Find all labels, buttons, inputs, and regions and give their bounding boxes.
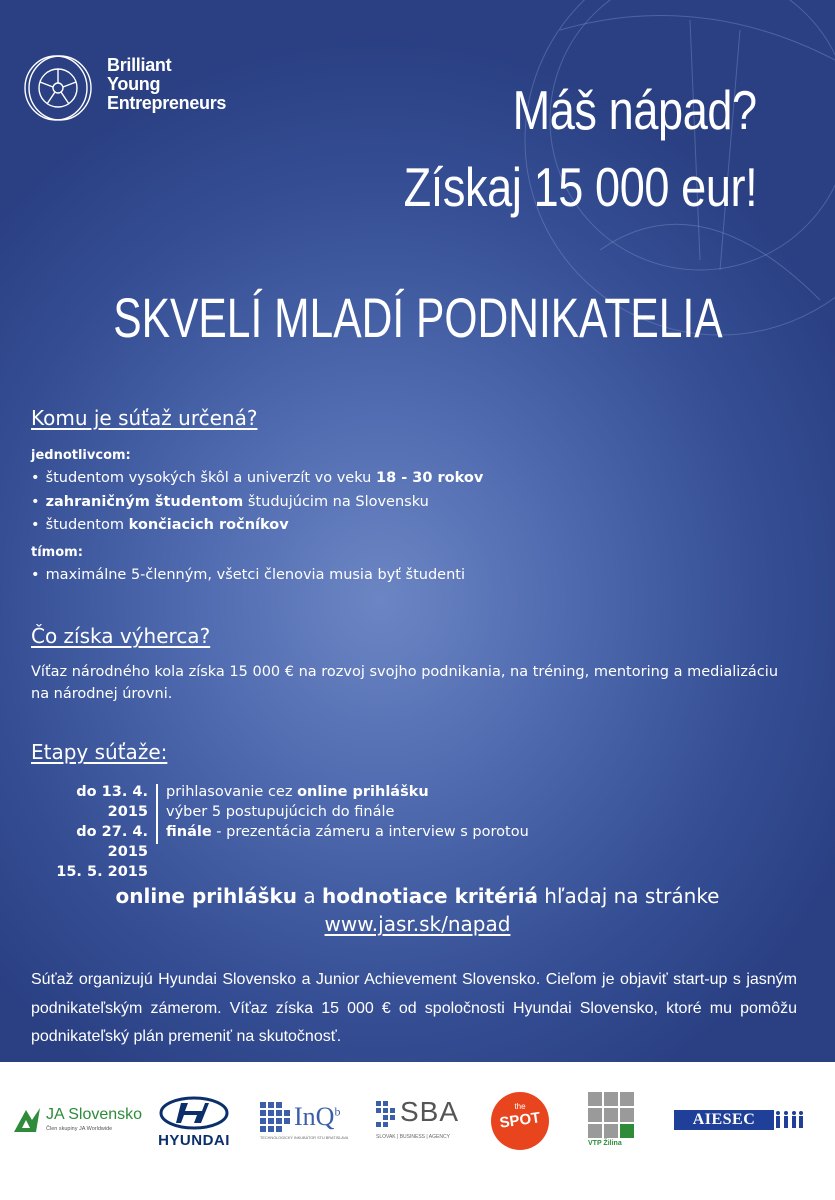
cta-bold-1: online prihlášku — [115, 884, 298, 908]
list-item-team: • maximálne 5-členným, všetci členovia musia byť študenti — [31, 567, 465, 583]
vtp-grid-icon — [588, 1092, 634, 1138]
sba-grid-icon — [376, 1101, 398, 1127]
main-title-text: SKVELÍ MLADÍ PODNIKATELIA — [112, 286, 723, 349]
sponsor-sba — [376, 1098, 466, 1144]
stage-descriptions — [166, 782, 529, 842]
stage-text-1-bold: online prihlášku — [297, 784, 429, 800]
brand-logo — [22, 52, 252, 124]
stage-text-1-pre: prihlasovanie cez — [166, 784, 298, 800]
cta-url-line — [0, 912, 835, 936]
sponsors-bar — [0, 1062, 835, 1200]
cta-mid: a — [297, 884, 323, 908]
brand-line-3: Entrepreneurs — [107, 93, 227, 113]
inqb-text: InQ — [294, 1102, 335, 1131]
cta-post: hľadaj na stránke — [537, 884, 720, 908]
headline-question: Máš nápad? — [512, 79, 757, 141]
sba-wordmark: SBA — [400, 1096, 460, 1127]
sponsor-the-spot — [491, 1092, 549, 1150]
stage-text-3-bold: finále — [166, 824, 212, 840]
list-item-final-year-bold: končiacich ročníkov — [128, 517, 289, 533]
brand-line-2: Young — [107, 74, 161, 94]
list-item-final-year-text: študentom — [45, 517, 129, 533]
sponsor-ja-slovensko — [12, 1102, 142, 1142]
inqb-wordmark — [294, 1102, 340, 1132]
tire-wheel-icon — [22, 52, 98, 124]
vtp-label: VTP Žilina — [588, 1140, 622, 1147]
sponsor-vtp-zilina — [588, 1092, 638, 1152]
stage-date-3: 15. 5. 2015 — [56, 864, 148, 880]
ja-subtitle: Člen skupiny JA Worldwide — [46, 1126, 113, 1132]
stage-text-2: výber 5 postupujúcich do finále — [166, 804, 395, 820]
list-item-foreign-text: študujúcim na Slovensku — [243, 494, 429, 510]
section-title-stages: Etapy súťaže: — [31, 740, 168, 764]
list-item-age-bold: 18 - 30 rokov — [375, 470, 484, 486]
stage-dates — [33, 782, 148, 882]
list-item-foreign — [31, 494, 429, 510]
headline-prize: Získaj 15 000 eur! — [403, 156, 757, 218]
sponsor-aiesec — [674, 1110, 804, 1134]
hyundai-wordmark: HYUNDAI — [158, 1132, 230, 1149]
ja-name: JA Slovensko — [46, 1106, 143, 1123]
team-label: tímom: — [31, 545, 83, 560]
organizers-text: Súťaž organizujú Hyundai Slovensko a Junior Achievement Slovensko. Cieľom je objaviť start-up s jasným podnikateľským zámerom. Víťaz získa 15 000 € od spoločnosti Hyundai Slovensko, ktoré mu pomôžu podnikateľský plán premeniť na skutočnosť. — [31, 971, 797, 1045]
section-title-prize: Čo získa výherca? — [31, 624, 211, 648]
main-title — [0, 285, 835, 350]
sba-subtitle: SLOVAK | BUSINESS | AGENCY — [376, 1134, 450, 1140]
aiesec-people-icon — [774, 1110, 804, 1130]
spot-top-text: the — [514, 1102, 526, 1111]
aiesec-wordmark: AIESEC — [692, 1111, 756, 1128]
section-title-who: Komu je súťaž určená? — [31, 406, 258, 430]
list-item-age — [31, 470, 483, 486]
sponsor-inqb — [260, 1100, 354, 1144]
brand-line-1: Brilliant — [107, 55, 172, 75]
list-item-final-year — [31, 517, 289, 533]
hyundai-logo-icon — [159, 1096, 229, 1130]
list-item-foreign-bold: zahraničným študentom — [45, 494, 244, 510]
stage-date-2: do 27. 4. 2015 — [76, 824, 148, 860]
spot-main-text: SPOT — [498, 1109, 542, 1132]
stage-text-1 — [166, 782, 529, 802]
stage-text-3 — [166, 822, 529, 842]
cta-line — [0, 884, 835, 908]
cta-url-link[interactable]: www.jasr.sk/napad — [324, 912, 511, 936]
inqb-subtitle: TECHNOLOGICKÝ INKUBÁTOR STU BRATISLAVA — [260, 1136, 349, 1140]
stage-text-3-post: - prezentácia zámeru a interview s porotou — [211, 824, 529, 840]
ja-logo-icon — [12, 1106, 42, 1134]
list-item-age-text: študentom vysokých škôl a univerzít vo veku — [45, 470, 376, 486]
stage-divider — [156, 784, 158, 844]
cta-bold-2: hodnotiace kritériá — [322, 884, 538, 908]
inqb-sup: b — [334, 1104, 341, 1119]
individuals-label: jednotlivcom: — [31, 448, 131, 463]
sponsor-hyundai — [148, 1092, 240, 1152]
inqb-grid-icon — [260, 1102, 290, 1132]
prize-text: Víťaz národného kola získa 15 000 € na rozvoj svojho podnikania, na tréning, mentoring a medializáciu na národnej úrovni. — [31, 664, 779, 702]
stage-date-1: do 13. 4. 2015 — [76, 784, 148, 820]
